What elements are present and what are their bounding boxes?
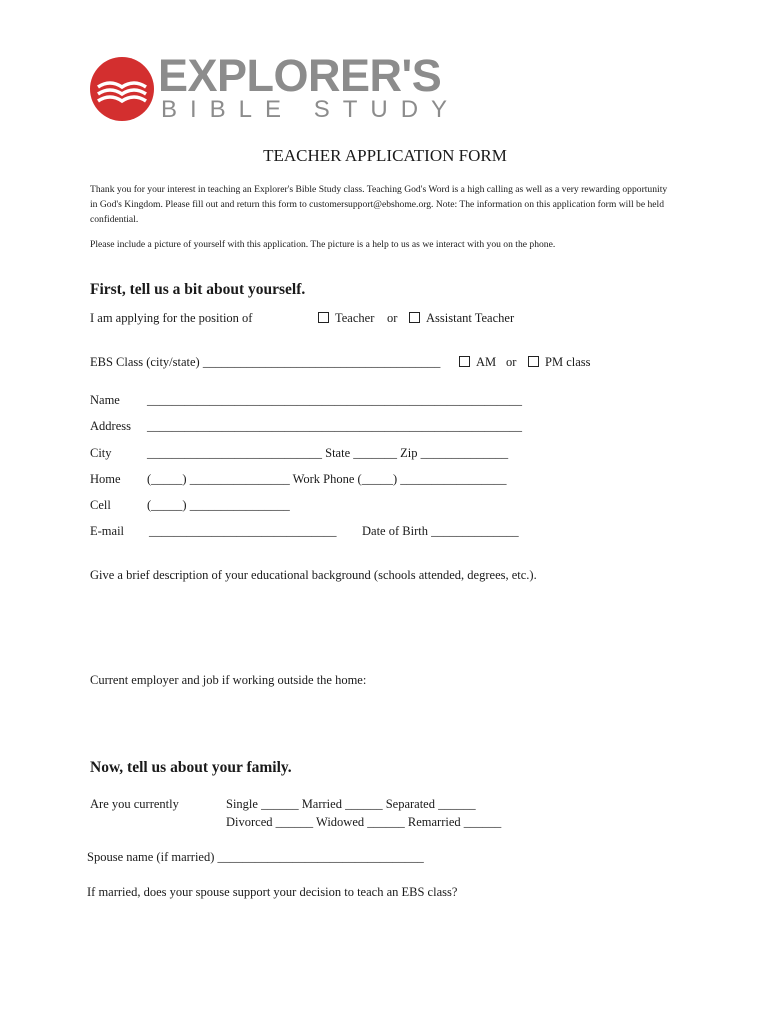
education-prompt: Give a brief description of your educational background (schools attended, degrees, etc.).: [90, 568, 537, 582]
or-text: or: [387, 311, 398, 325]
assistant-teacher-option[interactable]: [409, 311, 514, 326]
ebs-logo-icon: [90, 57, 154, 121]
home-phone-label: Home: [90, 472, 121, 486]
intro-paragraph: Thank you for your interest in teaching an Explorer's Bible Study class. Teaching God's Word is a high calling as well as a very rewarding opportunity in God's Kingdom. Please fill out and return this form to customersupport@ebshome.org. Note: The information on this application form will be held confidential.: [90, 184, 668, 225]
form-title: TEACHER APPLICATION FORM: [263, 146, 507, 165]
city-label: City: [90, 446, 112, 460]
am-option[interactable]: [459, 355, 496, 370]
email-label: E-mail: [90, 524, 125, 538]
pm-option[interactable]: [528, 355, 591, 370]
marital-status-line-1[interactable]: Single ______ Married ______ Separated ______: [226, 797, 476, 811]
assistant-teacher-label: Assistant Teacher: [426, 311, 515, 325]
address-label: Address: [90, 419, 131, 433]
pm-option-label: PM class: [545, 355, 591, 369]
brand-name: EXPLORER'S: [158, 50, 442, 101]
name-label: Name: [90, 393, 120, 407]
address-field[interactable]: ____________________________________________________________: [147, 419, 522, 433]
am-checkbox[interactable]: [459, 356, 470, 367]
section-heading-family: Now, tell us about your family.: [90, 759, 292, 776]
email-field[interactable]: ______________________________: [149, 524, 337, 538]
teacher-checkbox[interactable]: [318, 312, 329, 323]
pm-checkbox[interactable]: [528, 356, 539, 367]
cell-label: Cell: [90, 498, 111, 512]
home-work-phone-field[interactable]: (_____) ________________ Work Phone (_____) _________________: [147, 472, 507, 486]
spouse-support-question: If married, does your spouse support your decision to teach an EBS class?: [87, 885, 458, 899]
brand-subtitle: BIBLE STUDY: [161, 96, 461, 123]
name-field[interactable]: ____________________________________________________________: [147, 393, 522, 407]
picture-note: Please include a picture of yourself with this application. The picture is a help to us as we interact with you on the phone.: [90, 239, 556, 250]
or-text: or: [506, 355, 517, 369]
ebs-class-field[interactable]: EBS Class (city/state) ______________________________________: [90, 355, 441, 369]
marital-status-line-2[interactable]: Divorced ______ Widowed ______ Remarried ______: [226, 815, 502, 829]
teacher-option-label: Teacher: [335, 311, 375, 325]
position-label: I am applying for the position of: [90, 311, 253, 325]
section-heading-about-yourself: First, tell us a bit about yourself.: [90, 281, 306, 298]
marital-status-label: Are you currently: [90, 797, 179, 811]
spouse-name-field[interactable]: Spouse name (if married) _________________________________: [87, 850, 424, 864]
city-state-zip-field[interactable]: ____________________________ State _______ Zip ______________: [147, 446, 509, 460]
date-of-birth-field[interactable]: Date of Birth ______________: [362, 524, 519, 538]
am-option-label: AM: [476, 355, 497, 369]
cell-field[interactable]: (_____) ________________: [147, 498, 290, 512]
employer-prompt: Current employer and job if working outside the home:: [90, 673, 367, 687]
assistant-teacher-checkbox[interactable]: [409, 312, 420, 323]
teacher-option[interactable]: [318, 311, 374, 326]
